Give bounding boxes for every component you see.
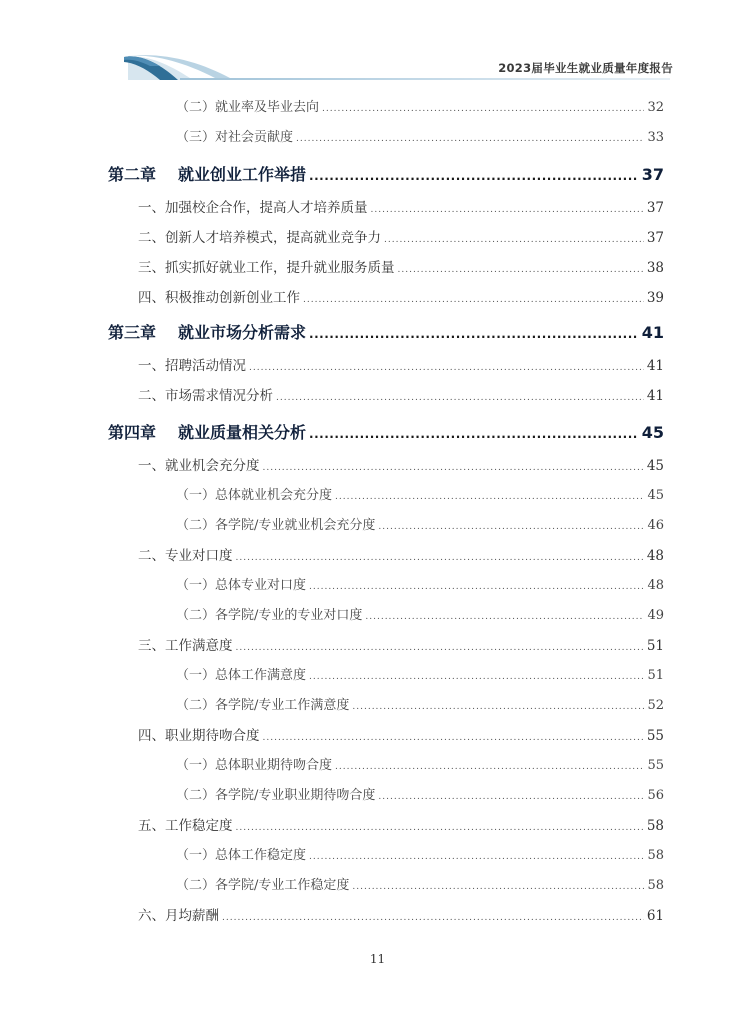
toc-entry[interactable] <box>138 354 664 374</box>
dot-leader <box>322 104 644 114</box>
toc-entry-label: 四、职业期待吻合度 <box>138 728 260 744</box>
toc-page-number: 51 <box>646 638 664 654</box>
toc-page-number: 37 <box>641 165 664 184</box>
toc-page-number: 56 <box>647 788 664 803</box>
toc-page-number: 58 <box>646 818 664 834</box>
toc-entry[interactable] <box>176 664 664 683</box>
dot-leader <box>222 913 644 923</box>
toc-page-number: 41 <box>646 358 664 374</box>
toc-entry[interactable] <box>176 604 664 623</box>
toc-page-number: 58 <box>647 878 664 893</box>
toc-entry[interactable] <box>176 784 664 803</box>
toc-entry-label: （二）各学院/专业的专业对口度 <box>176 608 363 623</box>
toc-entry-label: 五、工作稳定度 <box>138 818 233 834</box>
toc-entry-label <box>108 162 306 185</box>
dot-leader <box>309 427 639 441</box>
toc-entry[interactable] <box>138 544 664 564</box>
chapter-number: 第三章 <box>108 323 157 342</box>
toc-page-number: 51 <box>647 668 664 683</box>
chapter-title: 就业市场分析需求 <box>178 323 307 342</box>
toc-entry[interactable] <box>176 126 664 145</box>
chapter-title: 就业创业工作举措 <box>178 165 307 184</box>
toc-entry[interactable] <box>176 514 664 533</box>
toc-entry-label: （二）各学院/专业工作满意度 <box>176 698 350 713</box>
toc-entry[interactable] <box>176 844 664 863</box>
toc-entry[interactable] <box>176 96 664 115</box>
dot-leader <box>352 702 644 712</box>
toc-entry-label: 二、市场需求情况分析 <box>138 388 273 404</box>
toc-entry[interactable] <box>138 724 664 744</box>
toc-entry[interactable] <box>176 574 664 593</box>
toc-entry-label: （二）各学院/专业职业期待吻合度 <box>176 788 376 803</box>
page-number: 11 <box>369 952 386 966</box>
toc-entry-label: 三、抓实抓好就业工作，提升就业服务质量 <box>138 260 395 276</box>
toc-entry[interactable] <box>176 484 664 503</box>
toc-entry[interactable] <box>138 634 664 654</box>
toc-page-number: 49 <box>647 608 664 623</box>
toc-page-number: 41 <box>641 323 664 342</box>
dot-leader <box>371 205 644 215</box>
toc-page-number: 58 <box>647 848 664 863</box>
toc-page-number: 46 <box>647 518 664 533</box>
dot-leader <box>352 882 644 892</box>
toc-entry-label: （二）各学院/专业工作稳定度 <box>176 878 350 893</box>
dot-leader <box>249 363 644 373</box>
dot-leader <box>378 792 644 802</box>
dot-leader <box>384 235 644 245</box>
toc-entry-label: （二）各学院/专业就业机会充分度 <box>176 518 376 533</box>
toc-entry[interactable] <box>138 286 664 306</box>
toc-entry-label: 一、加强校企合作，提高人才培养质量 <box>138 200 368 216</box>
toc-entry-label: 六、月均薪酬 <box>138 908 219 924</box>
toc-entry-label: （一）总体工作稳定度 <box>176 848 307 863</box>
toc-page-number: 32 <box>647 100 664 115</box>
toc-page-number: 33 <box>647 130 664 145</box>
dot-leader <box>398 265 644 275</box>
toc-entry[interactable] <box>138 196 664 216</box>
dot-leader <box>335 492 644 502</box>
toc-page-number: 48 <box>646 548 664 564</box>
toc-page-number: 61 <box>646 908 664 924</box>
toc-chapter-entry[interactable] <box>108 162 664 185</box>
header-wave-decoration <box>0 0 755 90</box>
toc-page-number: 55 <box>647 758 664 773</box>
toc-chapter-entry[interactable] <box>108 320 664 343</box>
dot-leader <box>365 612 644 622</box>
toc-entry-label <box>108 420 306 443</box>
toc-chapter-entry[interactable] <box>108 420 664 443</box>
dot-leader <box>309 327 639 341</box>
toc-entry[interactable] <box>176 874 664 893</box>
dot-leader <box>378 522 644 532</box>
toc-entry-label: （一）总体就业机会充分度 <box>176 488 333 503</box>
toc-entry-label: （二）就业率及毕业去向 <box>176 100 320 115</box>
dot-leader <box>263 463 644 473</box>
toc-page-number: 38 <box>646 260 664 276</box>
toc-entry-label: 四、积极推动创新创业工作 <box>138 290 300 306</box>
chapter-title: 就业质量相关分析 <box>178 423 307 442</box>
toc-entry-label: （三）对社会贡献度 <box>176 130 294 145</box>
toc-entry-label: （一）总体工作满意度 <box>176 668 307 683</box>
dot-leader <box>309 169 639 183</box>
dot-leader <box>309 852 644 862</box>
toc-page-number: 45 <box>641 423 664 442</box>
dot-leader <box>309 672 644 682</box>
dot-leader <box>303 295 644 305</box>
toc-entry[interactable] <box>138 256 664 276</box>
chapter-number: 第二章 <box>108 165 157 184</box>
toc-entry-label: 二、专业对口度 <box>138 548 233 564</box>
dot-leader <box>276 393 644 403</box>
toc-entry-label: 二、创新人才培养模式，提高就业竞争力 <box>138 230 381 246</box>
toc-entry[interactable] <box>138 814 664 834</box>
dot-leader <box>263 733 644 743</box>
toc-entry-label: 一、招聘活动情况 <box>138 358 246 374</box>
toc-page-number: 39 <box>646 290 664 306</box>
toc-page-number: 41 <box>646 388 664 404</box>
page-header <box>0 0 755 90</box>
toc-entry[interactable] <box>176 754 664 773</box>
dot-leader <box>309 582 644 592</box>
toc-entry-label: （一）总体职业期待吻合度 <box>176 758 333 773</box>
toc-page-number: 45 <box>646 458 664 474</box>
toc-entry[interactable] <box>138 384 664 404</box>
toc-entry[interactable] <box>138 226 664 246</box>
toc-page-number: 37 <box>646 230 664 246</box>
toc-page-number: 48 <box>647 578 664 593</box>
dot-leader <box>296 134 644 144</box>
toc-entry[interactable] <box>138 454 664 474</box>
toc-entry[interactable] <box>138 904 664 924</box>
dot-leader <box>236 823 644 833</box>
toc-entry[interactable] <box>176 694 664 713</box>
dot-leader <box>236 553 644 563</box>
toc-page-number: 55 <box>646 728 664 744</box>
toc-entry-label: （一）总体专业对口度 <box>176 578 307 593</box>
toc-page-number: 45 <box>647 488 664 503</box>
toc-entry-label <box>108 320 306 343</box>
toc-entry-label: 三、工作满意度 <box>138 638 233 654</box>
chapter-number: 第四章 <box>108 423 157 442</box>
header-title: 2023届毕业生就业质量年度报告 <box>498 61 673 75</box>
dot-leader <box>335 762 644 772</box>
toc-entry-label: 一、就业机会充分度 <box>138 458 260 474</box>
toc-page-number: 52 <box>647 698 664 713</box>
toc-page-number: 37 <box>646 200 664 216</box>
dot-leader <box>236 643 644 653</box>
